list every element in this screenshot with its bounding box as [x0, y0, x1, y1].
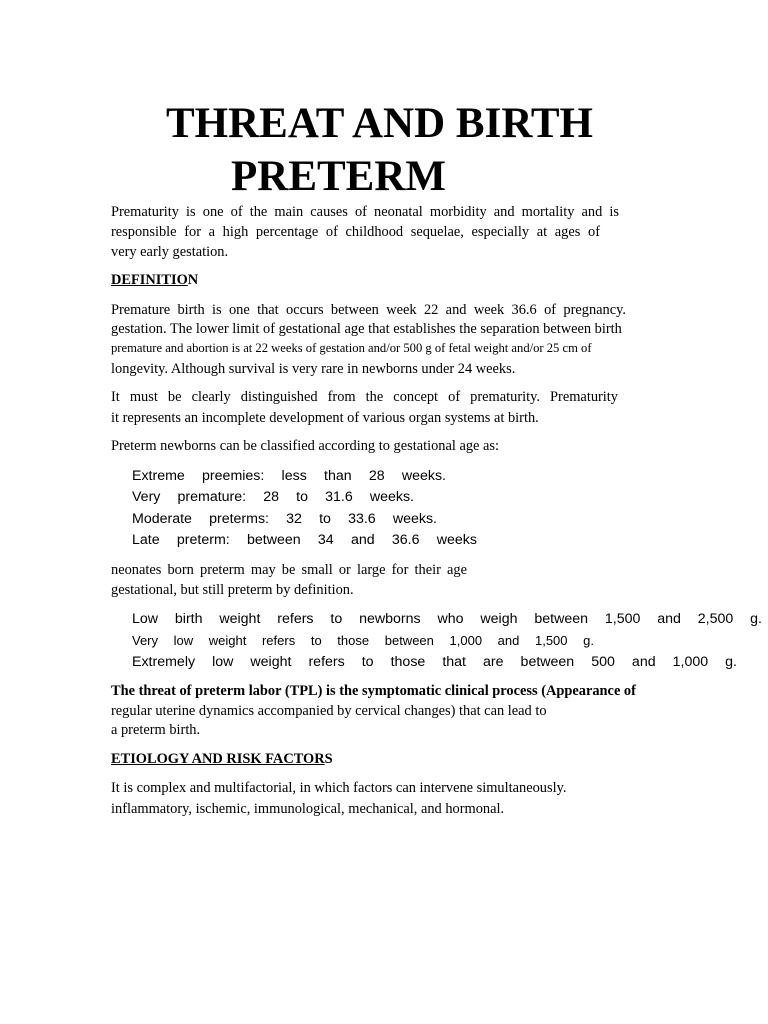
definition-heading: [111, 273, 198, 287]
class-item-moderate: Moderate preterms: 32 to 33.6 weeks.: [132, 511, 437, 527]
definition-p1-line-3: premature and abortion is at 22 weeks of gestation and/or 500 g of fetal weight and/or 25 cm of: [111, 341, 592, 355]
etiology-line-2: inflammatory, ischemic, immunological, mechanical, and hormonal.: [111, 801, 505, 817]
classification-intro: Preterm newborns can be classified according to gestational age as:: [111, 438, 500, 454]
etiology-heading-underlined: ETIOLOGY AND RISK FACTOR: [111, 751, 325, 767]
class-item-late: Late preterm: between 34 and 36.6 weeks: [132, 532, 477, 548]
etiology-heading: [111, 752, 333, 766]
etiology-line-1: It is complex and multifactorial, in which factors can intervene simultaneously.: [111, 780, 567, 796]
class-item-very: Very premature: 28 to 31.6 weeks.: [132, 489, 414, 505]
page-title-line-2: PRETERM: [231, 153, 446, 200]
intro-line-1: Prematurity is one of the main causes of neonatal morbidity and mortality and is: [111, 204, 619, 220]
definition-p1-line-4: longevity. Although survival is very rare in newborns under 24 weeks.: [111, 361, 516, 377]
tpl-definition-line-3: a preterm birth.: [111, 722, 201, 738]
weight-extremely-low: Extremely low weight refers to those that are between 500 and 1,000 g.: [132, 654, 737, 670]
definition-heading-underlined: DEFINITIO: [111, 272, 188, 288]
tpl-definition-line-2: regular uterine dynamics accompanied by cervical changes) that can lead to: [111, 703, 547, 719]
class-item-extreme: Extreme preemies: less than 28 weeks.: [132, 468, 446, 484]
tpl-definition-bold: The threat of preterm labor (TPL) is the symptomatic clinical process (Appearance of: [111, 683, 636, 699]
definition-heading-rest: N: [187, 272, 199, 288]
intro-line-2: responsible for a high percentage of childhood sequelae, especially at ages of: [111, 224, 600, 240]
weight-low: Low birth weight refers to newborns who weigh between 1,500 and 2,500 g.: [132, 611, 762, 627]
weight-very-low: Very low weight refers to those between 1,000 and 1,500 g.: [132, 633, 594, 648]
page-title-line-1: THREAT AND BIRTH: [166, 100, 593, 147]
definition-p2-line-1: It must be clearly distinguished from the concept of prematurity. Prematurity: [111, 389, 618, 405]
definition-p1-line-1: Premature birth is one that occurs between week 22 and week 36.6 of pregnancy.: [111, 302, 626, 318]
etiology-heading-rest: S: [324, 751, 333, 767]
size-note-line-1: neonates born preterm may be small or large for their age: [111, 562, 467, 578]
intro-line-3: very early gestation.: [111, 244, 229, 260]
definition-p1-line-2: gestation. The lower limit of gestational age that establishes the separation between birth: [111, 321, 622, 337]
definition-p2-line-2: it represents an incomplete development of various organ systems at birth.: [111, 410, 539, 426]
size-note-line-2: gestational, but still preterm by definition.: [111, 582, 354, 598]
